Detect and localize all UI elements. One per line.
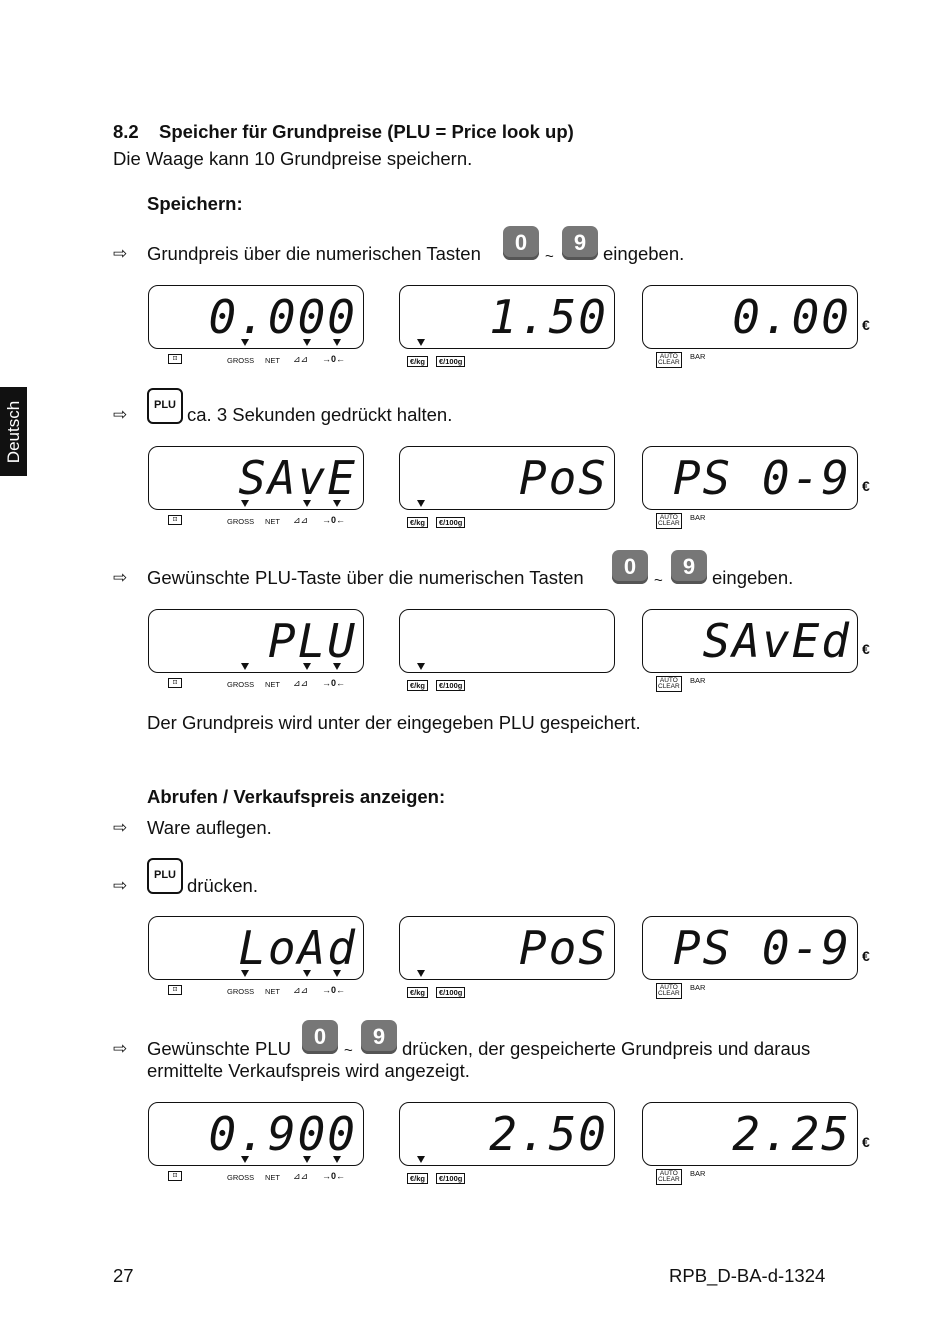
zero-label: →0← (322, 515, 346, 525)
weight-display (148, 1102, 364, 1166)
arrow-icon: ⇨ (113, 568, 128, 587)
auto-clear-label: AUTO CLEAR (658, 677, 680, 690)
euro-symbol: € (862, 1134, 870, 1150)
tilde: ~ (545, 248, 554, 265)
display-row (0, 609, 950, 699)
tare-icon: ⊿⊿ (293, 354, 309, 364)
key-0-icon: 0 (612, 550, 648, 584)
arrow-icon: ⇨ (113, 405, 128, 424)
arrow-icon: ⇨ (113, 876, 128, 895)
gross-label: GROSS (227, 517, 255, 526)
net-label: NET (265, 356, 280, 365)
plu-key-icon: PLU (147, 858, 183, 894)
euro-symbol: € (862, 317, 870, 333)
price-value: 2.50 (489, 1107, 608, 1161)
net-label: NET (265, 680, 280, 689)
gross-label: GROSS (227, 680, 255, 689)
per-100g-label: €/100g (436, 1173, 465, 1184)
bar-label: BAR (690, 352, 706, 361)
language-label: Deutsch (3, 400, 23, 463)
total-display (642, 446, 858, 510)
euro-symbol: € (862, 478, 870, 494)
recall-step2: drücken. (187, 875, 258, 896)
battery-icon: ⊡ (168, 985, 182, 995)
gross-label: GROSS (227, 1173, 255, 1182)
price-display (399, 609, 615, 673)
per-100g-label: €/100g (436, 356, 465, 367)
battery-icon: ⊡ (168, 515, 182, 525)
gross-label: GROSS (227, 987, 255, 996)
price-display (399, 446, 615, 510)
battery-icon: ⊡ (168, 1171, 182, 1181)
total-display (642, 1102, 858, 1166)
arrow-icon: ⇨ (113, 244, 128, 263)
net-label: NET (265, 1173, 280, 1182)
recall-step3a: Gewünschte PLU (147, 1038, 291, 1059)
auto-clear-label: AUTO CLEAR (658, 984, 680, 997)
store-note: Der Grundpreis wird unter der eingegeben PLU gespeichert. (147, 712, 641, 733)
recall-step1: Ware auflegen. (147, 817, 272, 838)
weight-display (148, 916, 364, 980)
arrow-icon: ⇨ (113, 1039, 128, 1058)
euro-symbol: € (862, 641, 870, 657)
zero-label: →0← (322, 985, 346, 995)
price-display (399, 1102, 615, 1166)
tare-icon: ⊿⊿ (293, 678, 309, 688)
weight-value: PLU (267, 614, 357, 668)
recall-heading: Abrufen / Verkaufspreis anzeigen: (147, 786, 446, 807)
section-number: 8.2 (113, 121, 139, 142)
total-value: 0.00 (732, 290, 851, 344)
weight-display (148, 446, 364, 510)
per-kg-label: €/kg (407, 680, 428, 691)
bar-label: BAR (690, 513, 706, 522)
display-row (0, 285, 950, 375)
price-value: PoS (518, 451, 608, 505)
price-value: 1.50 (489, 290, 608, 344)
battery-icon: ⊡ (168, 354, 182, 364)
bar-label: BAR (690, 983, 706, 992)
total-value: 2.25 (732, 1107, 851, 1161)
tare-icon: ⊿⊿ (293, 515, 309, 525)
store-step3-end: eingeben. (712, 567, 794, 588)
bar-label: BAR (690, 1169, 706, 1178)
weight-value: 0.900 (208, 1107, 357, 1161)
total-value: PS 0-9 (672, 921, 851, 975)
net-label: NET (265, 517, 280, 526)
tilde: ~ (344, 1042, 353, 1059)
tare-icon: ⊿⊿ (293, 985, 309, 995)
arrow-icon: ⇨ (113, 818, 128, 837)
per-100g-label: €/100g (436, 680, 465, 691)
store-step1: Grundpreis über die numerischen Tasten (147, 243, 481, 264)
gross-label: GROSS (227, 356, 255, 365)
per-kg-label: €/kg (407, 517, 428, 528)
price-display (399, 285, 615, 349)
plu-key-icon: PLU (147, 388, 183, 424)
tare-icon: ⊿⊿ (293, 1171, 309, 1181)
weight-display (148, 609, 364, 673)
total-value: PS 0-9 (672, 451, 851, 505)
weight-value: SAvE (238, 451, 357, 505)
key-9-icon: 9 (671, 550, 707, 584)
document-id: RPB_D-BA-d-1324 (669, 1265, 826, 1286)
zero-label: →0← (322, 354, 346, 364)
euro-symbol: € (862, 948, 870, 964)
zero-label: →0← (322, 1171, 346, 1181)
price-value: PoS (518, 921, 608, 975)
section-intro: Die Waage kann 10 Grundpreise speichern. (113, 148, 473, 169)
tilde: ~ (654, 572, 663, 589)
store-heading: Speichern: (147, 193, 243, 214)
price-display (399, 916, 615, 980)
battery-icon: ⊡ (168, 678, 182, 688)
display-row (0, 446, 950, 536)
key-0-icon: 0 (302, 1020, 338, 1054)
section-title: Speicher für Grundpreise (PLU = Price look up) (159, 121, 574, 142)
page-number: 27 (113, 1265, 134, 1286)
net-label: NET (265, 987, 280, 996)
store-step2: ca. 3 Sekunden gedrückt halten. (187, 404, 453, 425)
weight-display (148, 285, 364, 349)
per-100g-label: €/100g (436, 987, 465, 998)
recall-step3c: ermittelte Verkaufspreis wird angezeigt. (147, 1060, 470, 1081)
key-9-icon: 9 (562, 226, 598, 260)
per-100g-label: €/100g (436, 517, 465, 528)
auto-clear-label: AUTO CLEAR (658, 353, 680, 366)
per-kg-label: €/kg (407, 987, 428, 998)
key-9-icon: 9 (361, 1020, 397, 1054)
key-0-icon: 0 (503, 226, 539, 260)
weight-value: 0.000 (208, 290, 357, 344)
recall-step3b: drücken, der gespeicherte Grundpreis und daraus (402, 1038, 811, 1059)
total-display (642, 916, 858, 980)
display-row (0, 1102, 950, 1192)
per-kg-label: €/kg (407, 1173, 428, 1184)
store-step1-end: eingeben. (603, 243, 685, 264)
store-step3: Gewünschte PLU-Taste über die numerischen Tasten (147, 567, 584, 588)
display-row (0, 916, 950, 1006)
bar-label: BAR (690, 676, 706, 685)
per-kg-label: €/kg (407, 356, 428, 367)
zero-label: →0← (322, 678, 346, 688)
auto-clear-label: AUTO CLEAR (658, 514, 680, 527)
total-display (642, 609, 858, 673)
total-value: SAvEd (702, 614, 851, 668)
auto-clear-label: AUTO CLEAR (658, 1170, 680, 1183)
total-display (642, 285, 858, 349)
weight-value: LoAd (238, 921, 357, 975)
